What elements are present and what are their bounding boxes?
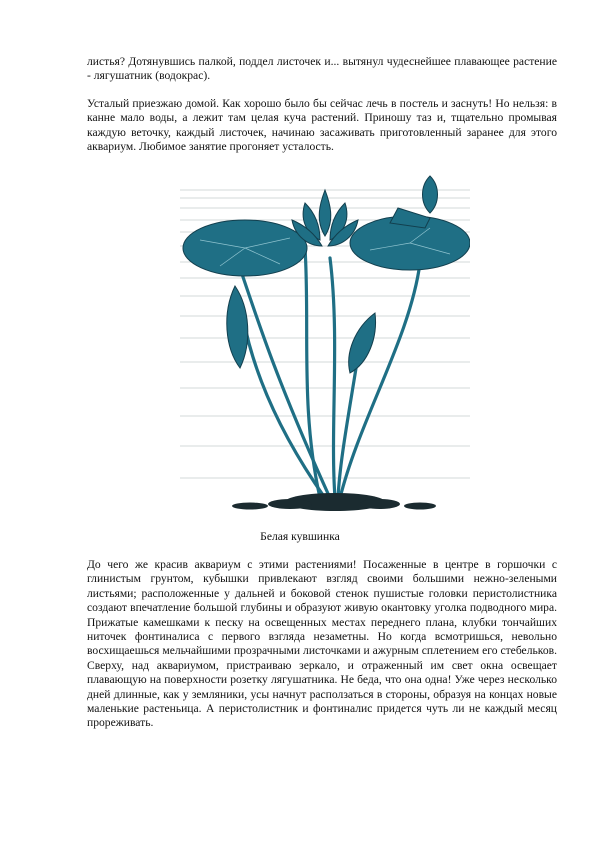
figure-caption: Белая кувшинка xyxy=(260,530,340,543)
paragraph-1: листья? Дотянувшись палкой, поддел листочек и... вытянул чудеснейшее плавающее растение - лягушатник (водокрас). xyxy=(87,55,557,83)
paragraph-3: До чего же красив аквариум с этими растениями! Посаженные в центре в горшочки с глинистым грунтом, кубышки привлекают взгляд своими большими нежно-зелеными листьями; расположенные у дальней и боковой стенок пушистые головки перистолистника создают впечатление большой глубины и образуют живую окантовку уголка подводного мира. Прижатые камешками к песку на освещенных местах переднего плана, клубки тончайших ниточек фонтиналиса с первого взгляда незаметны. Но когда всмотришься, невольно восхищаешься мельчайшими прозрачными листочками и ажурным сплетением его стебельков. Сверху, над аквариумом, пристраиваю зеркало, и отраженный им свет окна освещает плавающую на поверхности розетку лягушатника. Не беда, что она одна! Уже через несколько дней длинные, как у земляники, усы начнут расползаться в стороны, образуя на концах новые маленькие растеньица. А перистолистник и фонтиналис придется чуть ли не каждый месяц прореживать. xyxy=(87,558,557,730)
water-lily-illustration xyxy=(180,168,470,528)
paragraph-2: Усталый приезжаю домой. Как хорошо было бы сейчас лечь в постель и заснуть! Но нельзя: в канне мало воды, а лежит там целая куча растений. Приношу таз и, тщательно промывая каждую веточку, каждый листочек, начинаю засаживать приготовленный заранее для этого аквариум. Любимое занятие прогоняет усталость. xyxy=(87,97,557,154)
water-lily-icon xyxy=(180,168,470,528)
